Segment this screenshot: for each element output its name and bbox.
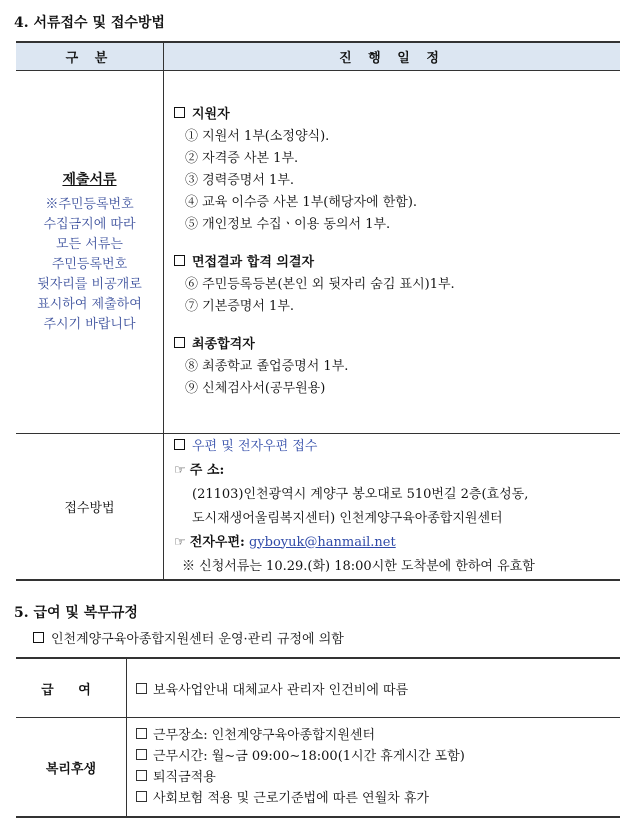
welfare-item [136, 725, 620, 746]
method-content [164, 434, 621, 581]
salary-text: 보육사업안내 대체교사 관리자 인건비에 따름 [153, 682, 409, 698]
note-line: ※주민등록번호 [45, 197, 134, 212]
section4-title: 4. 서류접수 및 접수방법 [14, 15, 165, 31]
welfare-item [136, 767, 620, 788]
salary-label: 급 여 [16, 658, 127, 718]
checkbox-icon [174, 255, 185, 266]
welfare-label: 복리후생 [16, 718, 127, 818]
welfare-item-text: 근무시간: 월∼금 09:00∼18:00(1시간 휴게시간 포함) [153, 749, 465, 764]
email-label: 전자우편: [189, 534, 245, 550]
list-item: ① 지원서 1부(소정양식). [185, 129, 330, 144]
pointing-hand-icon: ☞ [174, 534, 190, 550]
checkbox-icon [174, 337, 185, 348]
checkbox-icon [136, 770, 147, 781]
header-schedule: 진 행 일 정 [164, 42, 621, 71]
list-item: ⑨ 신체검사서(공무원용) [185, 381, 326, 396]
list-item: ⑧ 최종학교 졸업증명서 1부. [185, 359, 349, 374]
subtitle-text: 인천계양구육아종합지원센터 운영·관리 규정에 의함 [51, 632, 344, 647]
group-applicant [174, 104, 620, 126]
welfare-item-text: 근무장소: 인천계양구육아종합지원센터 [153, 728, 375, 743]
pointing-hand-icon: ☞ [174, 462, 190, 478]
deadline-note: ※ 신청서류는 10.29.(화) 18:00시한 도착분에 한하여 유효함 [182, 558, 535, 574]
privacy-note [16, 195, 163, 335]
group-title: 최종합격자 [192, 337, 255, 352]
group-interview [174, 252, 620, 274]
checkbox-icon [174, 107, 185, 118]
documents-label-cell [16, 71, 164, 434]
note-line: 주민등록번호 [51, 257, 128, 272]
checkbox-icon [174, 439, 185, 450]
section5-title: 5. 급여 및 복무규정 [14, 605, 138, 621]
salary-table [16, 657, 620, 818]
note-line: 뒷자리를 비공개로 [37, 277, 142, 292]
address-line-2: 도시재생어울림복지센터) 인천계양구육아종합지원센터 [192, 510, 503, 526]
list-item: ⑤ 개인정보 수집ㆍ이용 동의서 1부. [185, 217, 391, 232]
note-line: 수집금지에 따라 [43, 217, 136, 232]
welfare-item-text: 사회보험 적용 및 근로기준법에 따른 연월차 휴가 [153, 791, 429, 806]
list-item: ② 자격증 사본 1부. [185, 151, 299, 166]
note-line: 모든 서류는 [56, 237, 123, 252]
checkbox-icon [33, 632, 44, 643]
checkbox-icon [136, 728, 147, 739]
group-title: 지원자 [192, 107, 230, 122]
note-line: 표시하여 제출하여 [37, 297, 142, 312]
welfare-item-text: 퇴직금적용 [153, 770, 216, 785]
list-item: ⑦ 기본증명서 1부. [185, 299, 295, 314]
email-row [174, 531, 620, 555]
submission-table [16, 41, 620, 581]
list-item: ④ 교육 이수증 사본 1부(해당자에 한함). [185, 195, 418, 210]
list-item: ⑥ 주민등록등본(본인 외 뒷자리 숨김 표시)1부. [185, 277, 455, 292]
salary-content [127, 658, 621, 718]
email-link[interactable]: gyboyuk@hanmail.net [248, 534, 396, 550]
checkbox-icon [136, 683, 147, 694]
checkbox-icon [136, 749, 147, 760]
list-item: ③ 경력증명서 1부. [185, 173, 295, 188]
address-row [174, 459, 620, 483]
address-label: 주 소: [189, 462, 225, 478]
method-label: 접수방법 [16, 434, 164, 581]
address-line-1: (21103)인천광역시 계양구 봉오대로 510번길 2층(효성동, [192, 486, 529, 502]
note-line: 주시기 바랍니다 [43, 317, 136, 332]
welfare-content [127, 718, 621, 818]
documents-content [164, 71, 621, 434]
method-title-text: 우편 및 전자우편 접수 [192, 438, 318, 454]
documents-label: 제출서류 [62, 172, 117, 188]
group-title: 면접결과 합격 의결자 [192, 255, 315, 270]
section5-subtitle [33, 628, 344, 647]
checkbox-icon [136, 791, 147, 802]
welfare-item [136, 746, 620, 767]
welfare-item [136, 788, 620, 809]
group-final [174, 334, 620, 356]
header-category: 구 분 [16, 42, 164, 71]
method-title [174, 435, 620, 459]
